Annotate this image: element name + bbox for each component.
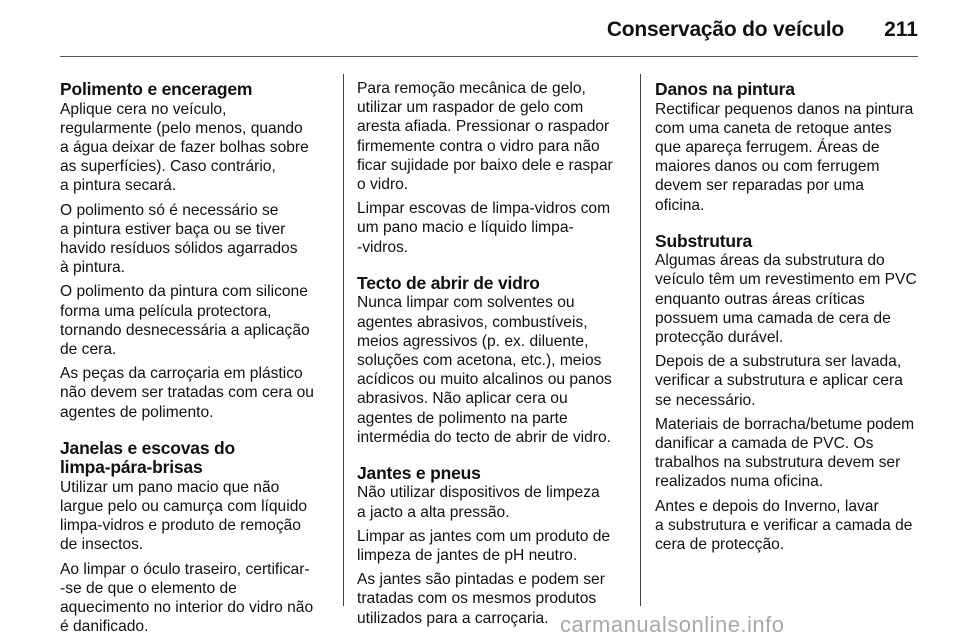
- paragraph: As jantes são pintadas e podem ser tratadas com os mesmos produtos utilizados para a carroçaria.: [357, 571, 605, 627]
- column-2: [357, 74, 630, 627]
- paragraph: Utilizar um pano macio que não largue pelo ou camurça com líquido limpa-vidros e produto de remoção de insectos.: [60, 478, 308, 554]
- paragraph: Depois de a substrutura ser lavada, verificar a substrutura e aplicar cera se necessário.: [655, 353, 903, 409]
- paragraph: Aplique cera no veículo, regularmente (pelo menos, quando a água deixar de fazer bolhas sobre as superfícies). Caso contrário, a pintura secará.: [60, 100, 309, 195]
- heading-polimento: Polimento e enceragem: [60, 79, 253, 99]
- heading-jantes: Jantes e pneus: [357, 462, 481, 483]
- page-header: [60, 12, 918, 57]
- column-3: [655, 74, 925, 606]
- paragraph: Antes e depois do Inverno, lavar a substrutura e verificar a camada de cera de protecção.: [655, 497, 913, 554]
- heading-janelas: Janelas e escovas do limpa-pára-brisas: [60, 437, 235, 478]
- paragraph: Nunca limpar com solventes ou agentes abrasivos, combustíveis, meios agressivos (p. ex. diluente, soluções com acetona, etc.), meios acídicos ou muito alcalinos ou panos abrasivos. Não aplicar cera ou agentes de polimento na parte intermédia do tecto de abrir de vidro.: [357, 294, 612, 446]
- paragraph: Ao limpar o óculo traseiro, certificar- -se de que o elemento de aquecimento no interior do vidro não é danificado.: [60, 560, 314, 636]
- column-divider: [640, 74, 641, 606]
- paragraph: Materiais de borracha/betume podem danificar a camada de PVC. Os trabalhos na substrutura devem ser realizados numa oficina.: [655, 415, 915, 491]
- paragraph: Não utilizar dispositivos de limpeza a jacto a alta pressão.: [357, 484, 600, 521]
- heading-danos: Danos na pintura: [655, 79, 795, 99]
- heading-substrutura: Substrutura: [655, 230, 752, 251]
- page-number: 211: [884, 18, 918, 41]
- column-divider: [343, 74, 344, 606]
- heading-tecto: Tecto de abrir de vidro: [357, 272, 540, 293]
- paragraph: Limpar as jantes com um produto de limpeza de jantes de pH neutro.: [357, 527, 611, 565]
- paragraph: As peças da carroçaria em plástico não devem ser tratadas com cera ou agentes de polimento.: [60, 365, 314, 421]
- paragraph: Algumas áreas da substrutura do veículo têm um revestimento em PVC enquanto outras áreas críticas possuem uma camada de cera de protecção durável.: [655, 252, 917, 347]
- paragraph: Rectificar pequenos danos na pintura com uma caneta de retoque antes que apareça ferrugem. Áreas de maiores danos ou com ferrugem devem ser reparadas por uma oficina.: [655, 100, 914, 214]
- paragraph: O polimento da pintura com silicone forma uma película protectora, tornando desnecessária a aplicação de cera.: [60, 283, 310, 358]
- watermark: carmanualsonline.info: [560, 612, 785, 637]
- chapter-title: Conservação do veículo: [606, 18, 844, 41]
- paragraph: Limpar escovas de limpa-vidros com um pano macio e líquido limpa- -vidros.: [357, 200, 611, 256]
- column-1: [60, 74, 338, 636]
- paragraph: Para remoção mecânica de gelo, utilizar um raspador de gelo com aresta afiada. Pressionar o raspador firmemente contra o vidro para não ficar sujidade por baixo dele e raspar o vidro.: [357, 80, 613, 194]
- paragraph: O polimento só é necessário se a pintura estiver baça ou se tiver havido resíduos sólidos agarrados à pintura.: [60, 201, 298, 277]
